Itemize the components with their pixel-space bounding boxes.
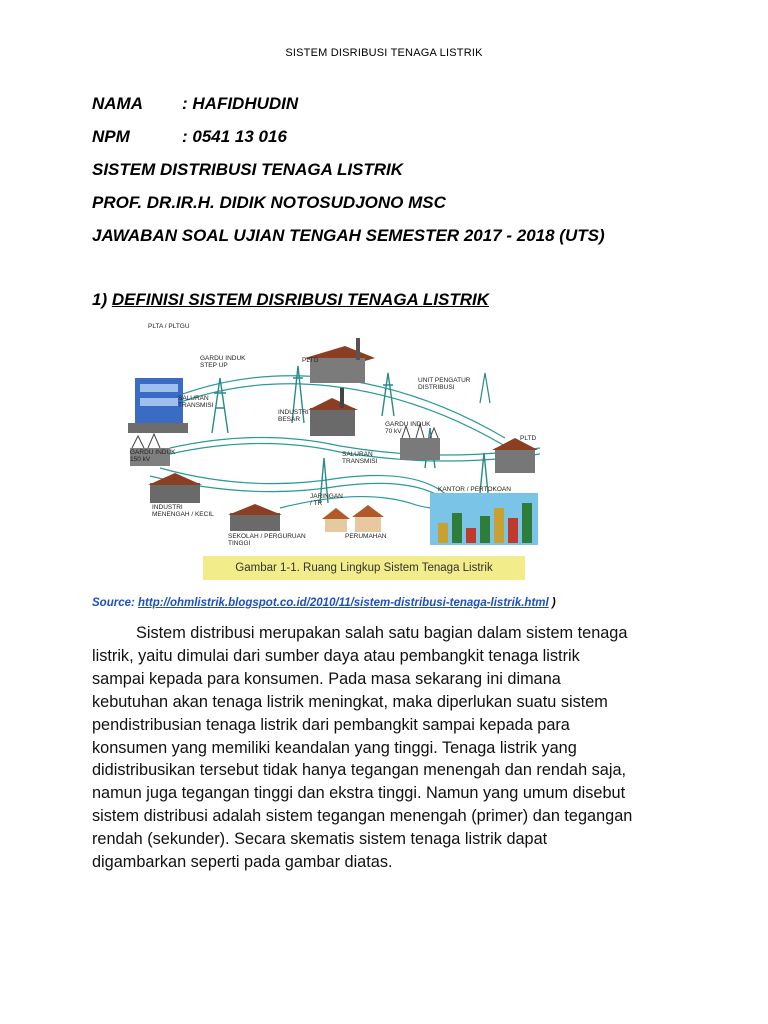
diesel-plant-icon bbox=[492, 438, 538, 473]
label-unit-pengatur-1: UNIT PENGATUR bbox=[418, 377, 471, 384]
paragraph-line: digambarkan seperti pada gambar diatas. bbox=[92, 853, 393, 872]
label-unit-pengatur-2: DISTRIBUSI bbox=[418, 384, 455, 391]
paragraph-line: didistribusikan tersebut tidak hanya tegangan menengah dan rendah saja, bbox=[92, 761, 627, 780]
label-sekolah-2: TINGGI bbox=[228, 540, 251, 547]
label-industri-besar-2: BESAR bbox=[278, 416, 301, 423]
section-heading bbox=[92, 290, 489, 310]
document-header: SISTEM DISRIBUSI TENAGA LISTRIK bbox=[285, 47, 483, 59]
paragraph-line: pendistribusian tenaga listrik dari pembangkit sampai kepada para bbox=[92, 715, 570, 734]
power-system-illustration bbox=[120, 318, 540, 586]
label-gardu-70-2: 70 kV bbox=[385, 428, 402, 435]
figure-caption: Gambar 1-1. Ruang Lingkup Sistem Tenaga Listrik bbox=[203, 556, 525, 580]
power-system-figure bbox=[120, 318, 540, 586]
source-close: ) bbox=[551, 597, 556, 609]
label-perumahan: PERUMAHAN bbox=[345, 533, 387, 540]
label-industri-kecil-2: MENENGAH / KECIL bbox=[152, 511, 214, 518]
source-link[interactable]: http://ohmlistrik.blogspot.co.id/2010/11/sistem-distribusi-tenaga-listrik.html bbox=[138, 597, 549, 609]
large-industry-icon bbox=[308, 388, 358, 436]
office-icon bbox=[430, 493, 538, 545]
name-label: NAMA bbox=[92, 94, 143, 113]
label-industri-kecil-1: INDUSTRI bbox=[152, 504, 183, 511]
name-value: : HAFIDHUDIN bbox=[182, 94, 299, 113]
label-kantor: KANTOR / PERTOKOAN bbox=[438, 486, 511, 493]
label-saluran-2: TRANSMISI bbox=[178, 402, 214, 409]
paragraph-line: rendah (sekunder). Secara skematis sistem tenaga listrik dapat bbox=[92, 830, 548, 849]
label-gardu-step-up-1: GARDU INDUK bbox=[200, 355, 246, 362]
name-line bbox=[92, 94, 298, 114]
lecturer-name: PROF. DR.IR.H. DIDIK NOTOSUDJONO MSC bbox=[92, 193, 446, 212]
label-saluran-transmisi-2: TRANSMISI bbox=[342, 458, 378, 465]
label-jaringan-1: JARINGAN bbox=[310, 493, 343, 500]
paragraph-line: sistem distribusi adalah sistem tegangan menengah (primer) dan tegangan bbox=[92, 807, 633, 826]
paragraph-line: namun juga tegangan tinggi dan ekstra tinggi. Namun yang umum disebut bbox=[92, 784, 626, 803]
course-title: SISTEM DISTRIBUSI TENAGA LISTRIK bbox=[92, 160, 404, 179]
label-gardu-70-1: GARDU INDUK bbox=[385, 421, 431, 428]
label-sekolah-1: SEKOLAH / PERGURUAN bbox=[228, 533, 306, 540]
label-gardu-step-up-2: STEP UP bbox=[200, 362, 228, 369]
paragraph-line: Sistem distribusi merupakan salah satu bagian dalam sistem tenaga bbox=[136, 624, 628, 642]
label-gardu-150-2: 150 kV bbox=[130, 456, 151, 463]
source-label: Source: bbox=[92, 597, 135, 609]
distribution-control-icon bbox=[480, 373, 490, 403]
label-pltd: PLTD bbox=[520, 435, 537, 442]
label-gardu-150-1: GARDU INDUK bbox=[130, 449, 176, 456]
section-number: 1) bbox=[92, 290, 108, 309]
body-paragraph bbox=[92, 622, 692, 874]
substation-70kv-icon bbox=[400, 424, 440, 460]
npm-line bbox=[92, 127, 287, 147]
label-pltg: PLTG bbox=[302, 357, 319, 364]
label-saluran-transmisi-1: SALURAN bbox=[342, 451, 373, 458]
source-line bbox=[92, 597, 556, 609]
housing-icon bbox=[322, 505, 384, 532]
label-plta: PLTA / PLTGU bbox=[148, 323, 190, 330]
exam-title: JAWABAN SOAL UJIAN TENGAH SEMESTER 2017 - 2018 (UTS) bbox=[92, 226, 605, 245]
label-industri-besar-1: INDUSTRI bbox=[278, 409, 309, 416]
paragraph-line: sampai kepada para konsumen. Pada masa sekarang ini dimana bbox=[92, 669, 561, 688]
section-title: DEFINISI SISTEM DISRIBUSI TENAGA LISTRIK bbox=[111, 290, 490, 309]
paragraph-line: kebutuhan akan tenaga listrik meningkat, maka diperlukan suatu sistem bbox=[92, 692, 608, 711]
label-saluran-1: SALURAN bbox=[178, 395, 209, 402]
npm-label: NPM bbox=[92, 127, 130, 146]
npm-value: : 0541 13 016 bbox=[182, 127, 287, 146]
label-jaringan-2: / TR bbox=[310, 500, 323, 507]
school-icon bbox=[228, 504, 282, 531]
paragraph-line: listrik, yaitu dimulai dari sumber daya atau pembangkit tenaga listrik bbox=[92, 646, 580, 665]
paragraph-line: konsumen yang memiliki keandalan yang tinggi. Tenaga listrik yang bbox=[92, 738, 577, 757]
